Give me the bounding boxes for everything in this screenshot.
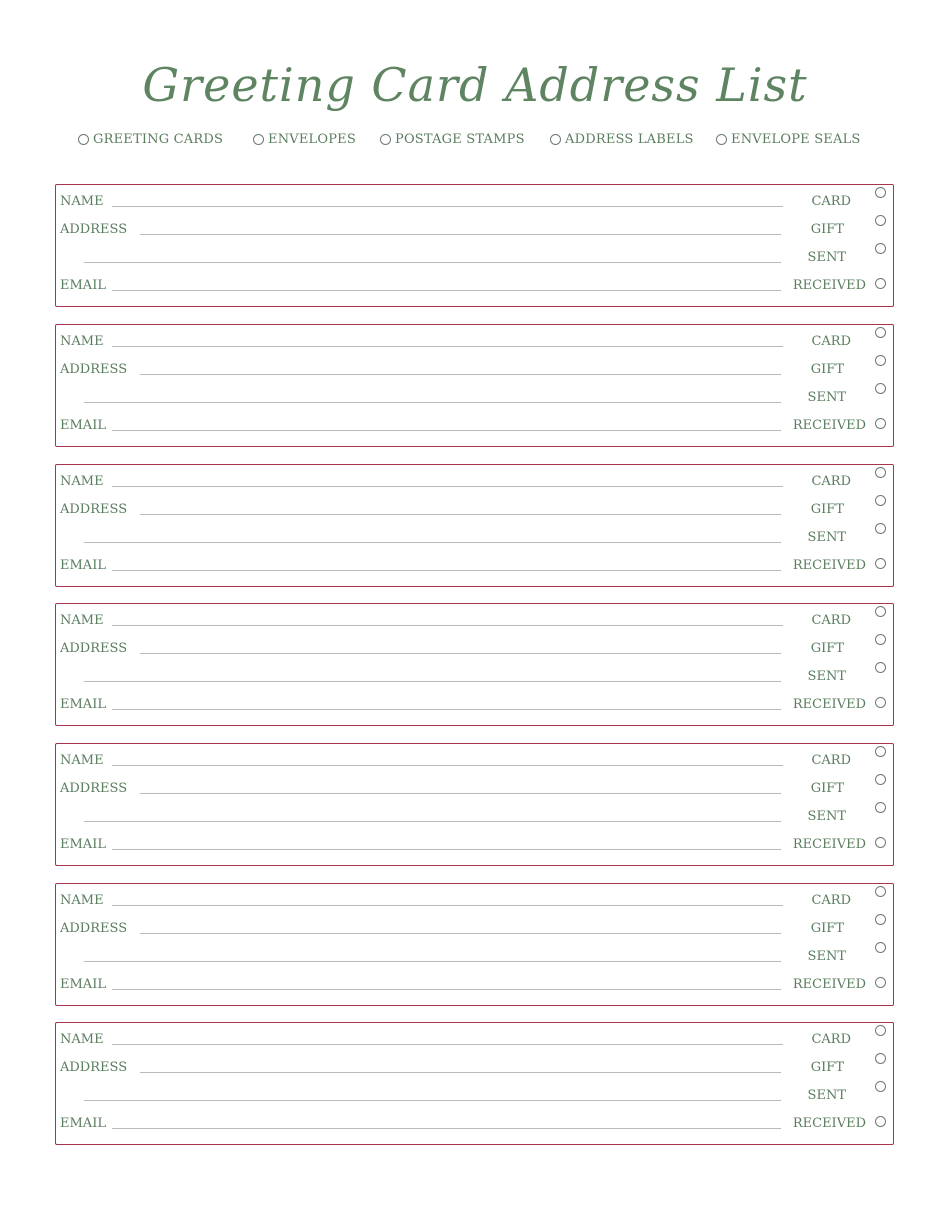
sent-label: SENT xyxy=(807,250,846,265)
supply-label: POSTAGE STAMPS xyxy=(395,132,525,147)
entry-row-email xyxy=(56,414,893,434)
gift-label: GIFT xyxy=(810,781,844,796)
address-label: ADDRESS xyxy=(60,781,128,796)
sent-checkbox[interactable] xyxy=(875,523,886,534)
name-label: NAME xyxy=(60,893,104,908)
gift-checkbox[interactable] xyxy=(875,355,886,366)
card-checkbox[interactable] xyxy=(875,886,886,897)
card-checkbox[interactable] xyxy=(875,187,886,198)
entry-row-name xyxy=(56,190,893,210)
email-label: EMAIL xyxy=(60,697,106,712)
card-checkbox[interactable] xyxy=(875,606,886,617)
card-checkbox[interactable] xyxy=(875,327,886,338)
gift-label: GIFT xyxy=(810,502,844,517)
sent-checkbox[interactable] xyxy=(875,662,886,673)
supply-item-greeting-cards[interactable] xyxy=(78,132,223,147)
gift-checkbox[interactable] xyxy=(875,1053,886,1064)
address-label: ADDRESS xyxy=(60,921,128,936)
address-line1-field[interactable] xyxy=(140,374,781,375)
gift-checkbox[interactable] xyxy=(875,215,886,226)
name-label: NAME xyxy=(60,194,104,209)
sent-checkbox[interactable] xyxy=(875,942,886,953)
received-checkbox[interactable] xyxy=(875,977,886,988)
address-line2-field[interactable] xyxy=(84,542,781,543)
gift-checkbox[interactable] xyxy=(875,495,886,506)
email-label: EMAIL xyxy=(60,558,106,573)
entry-row-address-line2 xyxy=(56,526,893,546)
entry-row-address-line1 xyxy=(56,218,893,238)
card-checkbox[interactable] xyxy=(875,467,886,478)
entry-row-address-line1 xyxy=(56,1056,893,1076)
sent-checkbox[interactable] xyxy=(875,802,886,813)
address-card xyxy=(55,743,894,866)
sent-checkbox[interactable] xyxy=(875,1081,886,1092)
name-field[interactable] xyxy=(112,1044,783,1045)
entry-row-name xyxy=(56,889,893,909)
card-label: CARD xyxy=(811,194,851,209)
supply-label: ENVELOPES xyxy=(268,132,356,147)
name-label: NAME xyxy=(60,474,104,489)
address-line1-field[interactable] xyxy=(140,793,781,794)
received-checkbox[interactable] xyxy=(875,837,886,848)
supply-label: ENVELOPE SEALS xyxy=(731,132,861,147)
name-field[interactable] xyxy=(112,206,783,207)
received-label: RECEIVED xyxy=(792,558,866,573)
gift-label: GIFT xyxy=(810,641,844,656)
email-label: EMAIL xyxy=(60,278,106,293)
name-field[interactable] xyxy=(112,905,783,906)
email-label: EMAIL xyxy=(60,977,106,992)
card-label: CARD xyxy=(811,613,851,628)
card-label: CARD xyxy=(811,334,851,349)
address-line2-field[interactable] xyxy=(84,821,781,822)
name-field[interactable] xyxy=(112,486,783,487)
entry-row-address-line1 xyxy=(56,917,893,937)
entry-row-address-line2 xyxy=(56,1084,893,1104)
page-title: Greeting Card Address List xyxy=(142,58,808,112)
card-label: CARD xyxy=(811,893,851,908)
entry-row-email xyxy=(56,1112,893,1132)
card-label: CARD xyxy=(811,1032,851,1047)
address-label: ADDRESS xyxy=(60,502,128,517)
supply-item-envelopes[interactable] xyxy=(253,132,356,147)
supply-checkbox[interactable] xyxy=(380,134,391,145)
entry-row-address-line2 xyxy=(56,805,893,825)
email-label: EMAIL xyxy=(60,418,106,433)
sent-label: SENT xyxy=(807,530,846,545)
entry-row-name xyxy=(56,609,893,629)
name-label: NAME xyxy=(60,1032,104,1047)
email-field[interactable] xyxy=(112,849,781,850)
gift-label: GIFT xyxy=(810,362,844,377)
supply-checkbox[interactable] xyxy=(550,134,561,145)
entry-row-address-line1 xyxy=(56,498,893,518)
supply-item-address-labels[interactable] xyxy=(550,132,694,147)
entry-row-name xyxy=(56,470,893,490)
entry-row-email xyxy=(56,274,893,294)
address-label: ADDRESS xyxy=(60,362,128,377)
address-line2-field[interactable] xyxy=(84,681,781,682)
gift-checkbox[interactable] xyxy=(875,774,886,785)
address-line1-field[interactable] xyxy=(140,234,781,235)
email-label: EMAIL xyxy=(60,1116,106,1131)
address-line1-field[interactable] xyxy=(140,933,781,934)
sent-checkbox[interactable] xyxy=(875,243,886,254)
name-label: NAME xyxy=(60,334,104,349)
entry-row-address-line2 xyxy=(56,945,893,965)
received-checkbox[interactable] xyxy=(875,697,886,708)
sent-label: SENT xyxy=(807,809,846,824)
entry-row-email xyxy=(56,833,893,853)
entry-row-email xyxy=(56,693,893,713)
received-label: RECEIVED xyxy=(792,418,866,433)
address-card xyxy=(55,464,894,587)
entry-row-address-line2 xyxy=(56,246,893,266)
name-field[interactable] xyxy=(112,346,783,347)
received-checkbox[interactable] xyxy=(875,1116,886,1127)
address-card xyxy=(55,603,894,726)
address-card xyxy=(55,883,894,1006)
received-checkbox[interactable] xyxy=(875,558,886,569)
supply-checkbox[interactable] xyxy=(78,134,89,145)
received-label: RECEIVED xyxy=(792,977,866,992)
gift-label: GIFT xyxy=(810,1060,844,1075)
entry-row-name xyxy=(56,749,893,769)
address-card xyxy=(55,324,894,447)
address-line2-field[interactable] xyxy=(84,262,781,263)
email-field[interactable] xyxy=(112,570,781,571)
received-label: RECEIVED xyxy=(792,278,866,293)
address-card xyxy=(55,184,894,307)
sent-checkbox[interactable] xyxy=(875,383,886,394)
entry-row-address-line1 xyxy=(56,358,893,378)
card-label: CARD xyxy=(811,474,851,489)
supply-checkbox[interactable] xyxy=(716,134,727,145)
entry-row-address-line1 xyxy=(56,637,893,657)
name-label: NAME xyxy=(60,613,104,628)
entry-row-address-line2 xyxy=(56,665,893,685)
gift-label: GIFT xyxy=(810,921,844,936)
sent-label: SENT xyxy=(807,669,846,684)
gift-checkbox[interactable] xyxy=(875,914,886,925)
received-label: RECEIVED xyxy=(792,837,866,852)
entry-row-name xyxy=(56,330,893,350)
supply-item-envelope-seals[interactable] xyxy=(716,132,861,147)
entry-row-address-line2 xyxy=(56,386,893,406)
address-card xyxy=(55,1022,894,1145)
address-line2-field[interactable] xyxy=(84,961,781,962)
sent-label: SENT xyxy=(807,1088,846,1103)
entry-row-name xyxy=(56,1028,893,1048)
received-label: RECEIVED xyxy=(792,697,866,712)
address-line1-field[interactable] xyxy=(140,514,781,515)
email-field[interactable] xyxy=(112,430,781,431)
received-checkbox[interactable] xyxy=(875,418,886,429)
address-label: ADDRESS xyxy=(60,222,128,237)
address-label: ADDRESS xyxy=(60,641,128,656)
card-checkbox[interactable] xyxy=(875,1025,886,1036)
email-field[interactable] xyxy=(112,709,781,710)
address-line1-field[interactable] xyxy=(140,653,781,654)
sent-label: SENT xyxy=(807,390,846,405)
sent-label: SENT xyxy=(807,949,846,964)
name-field[interactable] xyxy=(112,765,783,766)
email-field[interactable] xyxy=(112,290,781,291)
supplies-checklist xyxy=(78,132,878,154)
received-label: RECEIVED xyxy=(792,1116,866,1131)
entry-row-address-line1 xyxy=(56,777,893,797)
gift-label: GIFT xyxy=(810,222,844,237)
address-line2-field[interactable] xyxy=(84,402,781,403)
supply-checkbox[interactable] xyxy=(253,134,264,145)
gift-checkbox[interactable] xyxy=(875,634,886,645)
email-field[interactable] xyxy=(112,1128,781,1129)
supply-label: GREETING CARDS xyxy=(93,132,224,147)
address-label: ADDRESS xyxy=(60,1060,128,1075)
card-label: CARD xyxy=(811,753,851,768)
email-field[interactable] xyxy=(112,989,781,990)
entry-row-email xyxy=(56,973,893,993)
name-label: NAME xyxy=(60,753,104,768)
name-field[interactable] xyxy=(112,625,783,626)
entry-row-email xyxy=(56,554,893,574)
address-line2-field[interactable] xyxy=(84,1100,781,1101)
email-label: EMAIL xyxy=(60,837,106,852)
received-checkbox[interactable] xyxy=(875,278,886,289)
address-line1-field[interactable] xyxy=(140,1072,781,1073)
supply-item-postage-stamps[interactable] xyxy=(380,132,525,147)
card-checkbox[interactable] xyxy=(875,746,886,757)
supply-label: ADDRESS LABELS xyxy=(565,132,694,147)
